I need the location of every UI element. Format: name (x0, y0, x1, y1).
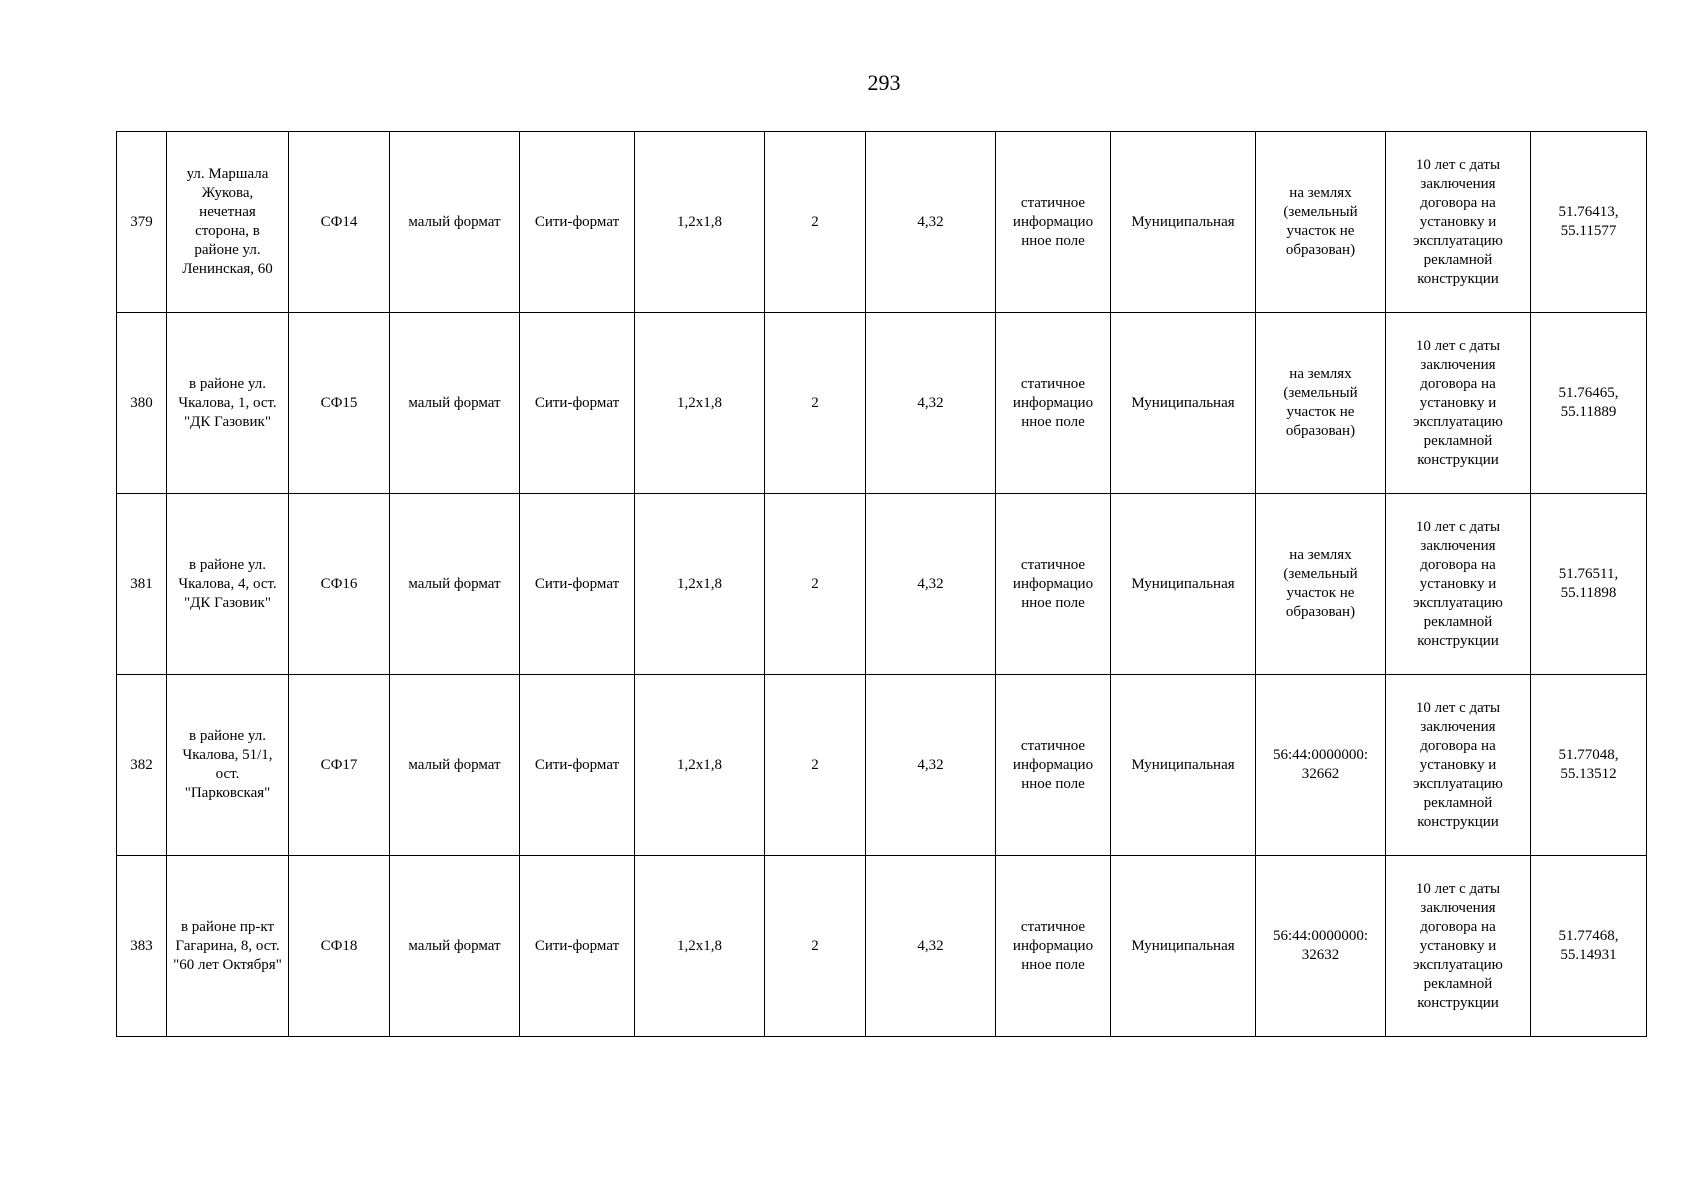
term-cell: 10 лет с даты заключения договора на установку и эксплуатацию рекламной конструкции (1386, 494, 1531, 675)
ownership-cell: Муниципальная (1111, 132, 1256, 313)
area-cell: 4,32 (866, 856, 996, 1037)
type-cell: Сити-формат (520, 856, 635, 1037)
term-cell: 10 лет с даты заключения договора на установку и эксплуатацию рекламной конструкции (1386, 856, 1531, 1037)
format-cell: малый формат (390, 313, 520, 494)
ownership-cell: Муниципальная (1111, 675, 1256, 856)
sides-cell: 2 (765, 856, 866, 1037)
table-row (117, 132, 1647, 313)
row-number: 379 (117, 132, 167, 313)
sides-cell: 2 (765, 675, 866, 856)
field-cell: статичное информацио нное поле (996, 494, 1111, 675)
row-number: 380 (117, 313, 167, 494)
coords-cell: 51.77468, 55.14931 (1531, 856, 1647, 1037)
sides-cell: 2 (765, 313, 866, 494)
format-cell: малый формат (390, 132, 520, 313)
sides-cell: 2 (765, 132, 866, 313)
table-row (117, 313, 1647, 494)
code-cell: СФ17 (289, 675, 390, 856)
type-cell: Сити-формат (520, 313, 635, 494)
address-cell: в районе пр-кт Гагарина, 8, ост. "60 лет Октября" (167, 856, 289, 1037)
land-cell: на землях (земельный участок не образован) (1256, 313, 1386, 494)
code-cell: СФ15 (289, 313, 390, 494)
ownership-cell: Муниципальная (1111, 494, 1256, 675)
land-cell: на землях (земельный участок не образован) (1256, 494, 1386, 675)
term-cell: 10 лет с даты заключения договора на установку и эксплуатацию рекламной конструкции (1386, 313, 1531, 494)
table-row (117, 675, 1647, 856)
land-cell: 56:44:0000000: 32632 (1256, 856, 1386, 1037)
registry-table (116, 131, 1647, 1037)
sides-cell: 2 (765, 494, 866, 675)
size-cell: 1,2х1,8 (635, 132, 765, 313)
row-number: 383 (117, 856, 167, 1037)
area-cell: 4,32 (866, 132, 996, 313)
table-row (117, 856, 1647, 1037)
format-cell: малый формат (390, 494, 520, 675)
type-cell: Сити-формат (520, 494, 635, 675)
ownership-cell: Муниципальная (1111, 856, 1256, 1037)
type-cell: Сити-формат (520, 132, 635, 313)
field-cell: статичное информацио нное поле (996, 856, 1111, 1037)
address-cell: в районе ул. Чкалова, 4, ост. "ДК Газовик" (167, 494, 289, 675)
page-number: 293 (867, 70, 901, 95)
row-number: 382 (117, 675, 167, 856)
field-cell: статичное информацио нное поле (996, 313, 1111, 494)
ownership-cell: Муниципальная (1111, 313, 1256, 494)
area-cell: 4,32 (866, 675, 996, 856)
field-cell: статичное информацио нное поле (996, 675, 1111, 856)
code-cell: СФ18 (289, 856, 390, 1037)
coords-cell: 51.76511, 55.11898 (1531, 494, 1647, 675)
size-cell: 1,2х1,8 (635, 313, 765, 494)
land-cell: на землях (земельный участок не образован) (1256, 132, 1386, 313)
term-cell: 10 лет с даты заключения договора на установку и эксплуатацию рекламной конструкции (1386, 675, 1531, 856)
term-cell: 10 лет с даты заключения договора на установку и эксплуатацию рекламной конструкции (1386, 132, 1531, 313)
field-cell: статичное информацио нное поле (996, 132, 1111, 313)
area-cell: 4,32 (866, 313, 996, 494)
address-cell: в районе ул. Чкалова, 1, ост. "ДК Газовик" (167, 313, 289, 494)
table-row (117, 494, 1647, 675)
type-cell: Сити-формат (520, 675, 635, 856)
address-cell: в районе ул. Чкалова, 51/1, ост. "Парковская" (167, 675, 289, 856)
size-cell: 1,2х1,8 (635, 675, 765, 856)
area-cell: 4,32 (866, 494, 996, 675)
coords-cell: 51.76413, 55.11577 (1531, 132, 1647, 313)
format-cell: малый формат (390, 856, 520, 1037)
coords-cell: 51.76465, 55.11889 (1531, 313, 1647, 494)
size-cell: 1,2х1,8 (635, 856, 765, 1037)
address-cell: ул. Маршала Жукова, нечетная сторона, в районе ул. Ленинская, 60 (167, 132, 289, 313)
land-cell: 56:44:0000000: 32662 (1256, 675, 1386, 856)
coords-cell: 51.77048, 55.13512 (1531, 675, 1647, 856)
code-cell: СФ14 (289, 132, 390, 313)
format-cell: малый формат (390, 675, 520, 856)
row-number: 381 (117, 494, 167, 675)
size-cell: 1,2х1,8 (635, 494, 765, 675)
code-cell: СФ16 (289, 494, 390, 675)
